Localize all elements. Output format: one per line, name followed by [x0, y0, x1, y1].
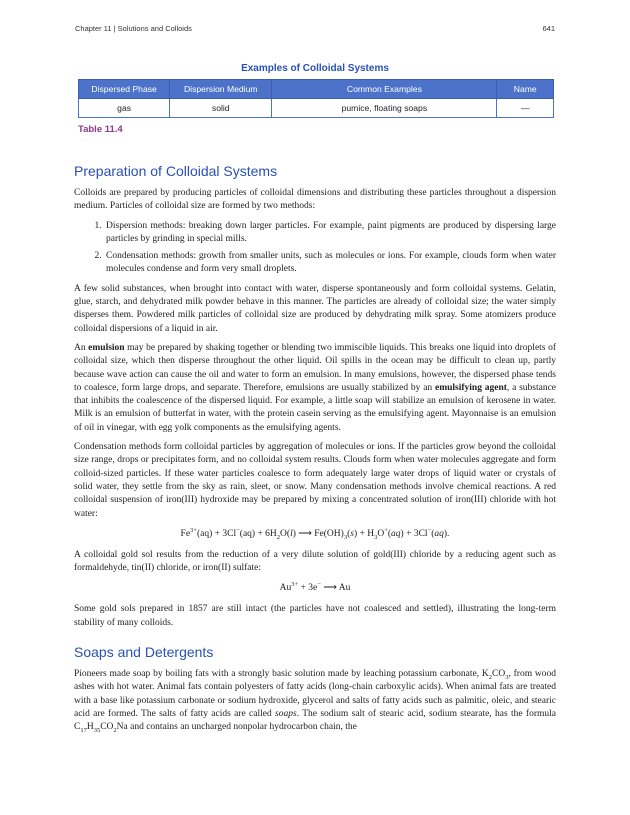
text-run: , a substance that inhibits the coalescence of the dispersed liquid. For example, a little soap will stabilize an emulsion of kerosene in water. Milk is an emulsion of butterfat in water, with the protein casein serving as the emulsifying agent. Mayonnaise is an emulsion of oil in vinegar, with egg yolk components as the emulsifying agents. [74, 382, 557, 433]
colloid-table [78, 79, 554, 118]
table-cell: gas [79, 99, 170, 118]
paragraph: A colloidal gold sol results from the reduction of a very dilute solution of gold(III) chloride by a reducing agent such as formaldehyde, tin(II) chloride, or iron(II) sulfate: [74, 549, 556, 574]
column-header: Dispersed Phase [79, 80, 170, 99]
key-term: emulsifying agent [434, 382, 507, 393]
section-heading: Preparation of Colloidal Systems [74, 163, 278, 179]
table-title: Examples of Colloidal Systems [241, 63, 389, 74]
table-cell: solid [170, 99, 272, 118]
methods-list [74, 220, 556, 277]
chemical-equation: $Au^{3+} + 3e^-$ ⟶ Au [279, 581, 351, 594]
paragraph: Pioneers made soap by boiling fats with a strongly basic solution made by leaching potassium carbonate, $K_2CO_3$, from wood ashes with hot water. Animal fats contain polyesters of fatty acids (long-chain carboxylic acids). When animal fats are treated with a base like potassium carbonate or sodium hydroxide, glycerol and salts of fatty acids such as palmitic, oleic, and stearic acid are formed. The salts of fatty acids are called soaps. The sodium salt of stearic acid, sodium stearate, has the formula $C_{17}H_{35}CO_2Na$ and contains an uncharged nonpolar hydrocarbon chain, the [74, 669, 556, 735]
list-item: 2. Condensation methods: growth from smaller units, such as molecules or ions. For example, clouds form when water molecules condense and form very small droplets. [104, 250, 556, 277]
column-header: Name [497, 80, 554, 99]
key-term: emulsion [88, 342, 125, 353]
chapter-title: Chapter 11 | Solutions and Colloids [75, 24, 192, 33]
paragraph: Colloids are prepared by producing particles of colloidal dimensions and distributing these particles throughout a dispersion medium. Particles of colloidal size are formed by two methods: [74, 188, 556, 212]
paragraph: A few solid substances, when brought into contact with water, disperse spontaneously and form colloidal systems. Gelatin, glue, starch, and dehydrated milk powder behave in this manner. The particles are already of colloidal size; the water simply disperses them. Powdered milk particles of colloidal size are produced by dehydrating milk spray. Some atomizers produce colloidal dispersions of a liquid in air. [74, 283, 556, 334]
list-item: 1. Dispersion methods: breaking down larger particles. For example, paint pigments are produced by dispersing large particles by grinding in special mills. [104, 220, 556, 247]
table-cell: pumice, floating soaps [272, 99, 497, 118]
paragraph [74, 342, 556, 435]
page-header [75, 24, 555, 33]
table-row [79, 99, 554, 118]
chemical-equation: $Fe^{3+}(aq) + 3Cl^-(aq) + 6H_2O(l)$ ⟶ $Fe(OH)_3(s) + H_3O^+(aq) + 3Cl^-(aq)$. [180, 526, 450, 541]
table-caption: Table 11.4 [78, 124, 123, 135]
column-header: Dispersion Medium [170, 80, 272, 99]
table-cell: — [497, 99, 554, 118]
paragraph: Condensation methods form colloidal particles by aggregation of molecules or ions. If the particles grow beyond the colloidal size range, drops or precipitates form, and no colloidal system results. Clouds form when water molecules aggregate and form colloid-sized particles. If these water particles coalesce to form adequately large water drops of liquid water or crystals of solid water, they settle from the sky as rain, sleet, or snow. Many condensation methods involve chemical reactions. A red colloidal suspension of iron(III) hydroxide may be prepared by mixing a concentrated solution of iron(III) chloride with hot water: [74, 442, 556, 519]
page-number: 641 [542, 24, 555, 33]
column-header: Common Examples [272, 80, 497, 99]
text-run: An [74, 342, 89, 353]
table-header-row [79, 80, 554, 99]
paragraph: Some gold sols prepared in 1857 are still intact (the particles have not coalesced and settled), illustrating the long-term stability of many colloids. [74, 604, 556, 628]
section-heading: Soaps and Detergents [74, 644, 214, 661]
text-run: may be prepared by shaking together or blending two immiscible liquids. This breaks one liquid into droplets of colloidal size, which then disperse throughout the other liquid. Oil spills in the ocean may be difficult to clean up, partly because wave action can cause the oil and water to form an emulsion. In many emulsions, however, the dispersed phase tends to coalesce, form large drops, and separate. Therefore, emulsions are usually stabilized by an [74, 342, 556, 393]
main-content [74, 163, 556, 741]
